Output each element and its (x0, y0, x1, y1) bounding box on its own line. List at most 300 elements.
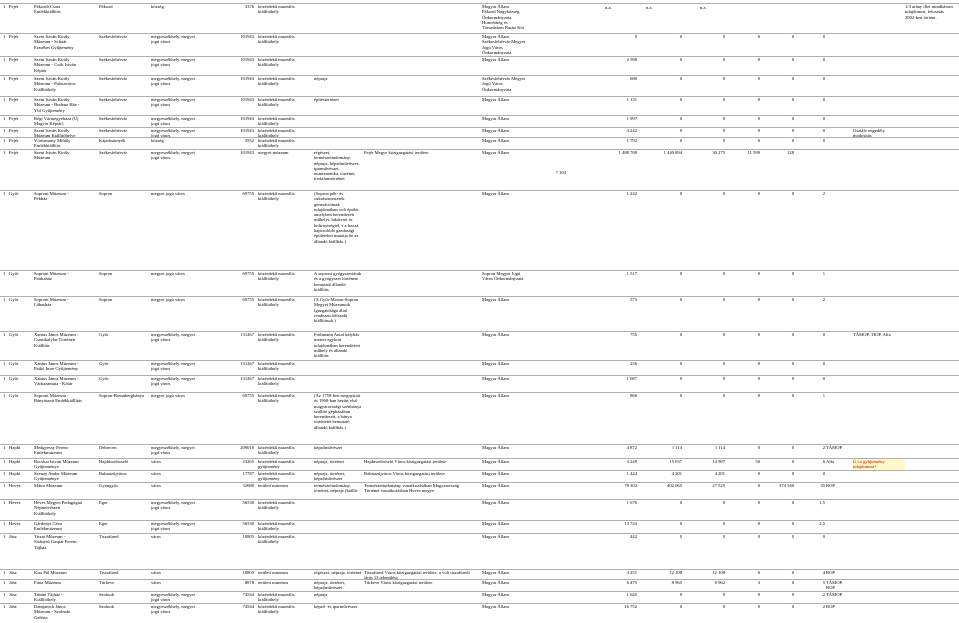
cell-own: Magyar Állam (482, 361, 509, 366)
cell-num-2: 0 (679, 521, 682, 526)
cell-num-1: 1 424 (626, 471, 637, 476)
table-row (0, 33, 959, 55)
cell-num-5: 0 (791, 361, 794, 366)
cell-own: Sopron Megyei Jogú Város Önkormányzata (482, 271, 524, 282)
cell-no: 1 (3, 76, 6, 81)
cell-type: megyeszékhely, megyei jogú város (151, 445, 195, 456)
cell-no: 1 (3, 57, 6, 62)
cell-city: Gyöngyös (99, 483, 118, 488)
cell-cat: közérdekű muzeális kiállítóhely (258, 138, 295, 149)
cell-no: 1 (3, 191, 6, 196)
cell-no: 1 (3, 393, 6, 398)
na-label-3: n.a. (700, 5, 707, 10)
na-label-1: n.a. (605, 5, 612, 10)
cell-cat: közérdekű muzeális kiállítóhely (258, 97, 295, 108)
cell-no: 1 (3, 97, 6, 102)
cell-num-6: 6 (822, 459, 825, 464)
cell-num-2: 12 108 (669, 570, 682, 575)
cell-coll: néprajz, történet, képzőművészet (314, 471, 345, 482)
table-row (0, 470, 959, 482)
cell-no: 1 (3, 534, 6, 539)
cell-cat: megyei múzeum (258, 150, 289, 155)
cell-reg: Fejér (9, 97, 19, 102)
cell-num-5: 0 (791, 592, 794, 597)
cell-name: Soproni Múzeum - Lábasház (34, 297, 69, 308)
cell-name: Szent István Király Múzeum Kiállítóhelye (34, 128, 76, 139)
cell-num-1: 1 131 (626, 97, 637, 102)
cell-own: Magyar Állam Székesfehérvár Megyei Jogú Város Önkormányzata (482, 34, 526, 55)
cell-coll: régészet, néprajz, történet (314, 570, 362, 575)
cell-num-4: 0 (757, 332, 760, 337)
cell-num-2: 0 (679, 297, 682, 302)
cell-name: Soproni Múzeum - Bányászati Emlékkiállítás (34, 393, 82, 404)
cell-city: Székesfehérvár (99, 34, 128, 39)
cell-num-5: 0 (791, 604, 794, 609)
cell-no: 1 (3, 483, 6, 488)
cell-num-3: 0 (722, 592, 725, 597)
cell-type: város (151, 483, 161, 488)
table-row (0, 520, 959, 532)
table-row (0, 591, 959, 603)
table-row (0, 579, 959, 591)
cell-num-7: TÁMOP (826, 445, 843, 450)
cell-reg: Jász (9, 570, 17, 575)
cell-num-4: 0 (757, 521, 760, 526)
cell-coll: képző- és iparművészet (314, 604, 358, 609)
cell-num-6: 0 (822, 57, 825, 62)
cell-name: Soproni Múzeum - Pékház (34, 191, 69, 202)
cell-note: 1/3 arány illet mindhárom tulajdonost, felosztás 2002-ben történt. (905, 4, 953, 20)
cell-reg: Jász (9, 604, 17, 609)
table-row (0, 444, 959, 456)
cell-code: 209010 (240, 445, 254, 450)
cell-name: Medgyessy Ferenc Emlékmúzeum (34, 445, 69, 456)
cell-num-1: 78 302 (624, 483, 637, 488)
cell-num-5: 0 (791, 500, 794, 505)
cell-num-3: 0 (722, 361, 725, 366)
cell-num-6: 2,5 (819, 521, 825, 526)
cell-num-5: 0 (791, 128, 794, 133)
cell-reg: Jász (9, 592, 17, 597)
cell-code: 101943 (240, 57, 254, 62)
cell-num-7: ROP (826, 604, 835, 609)
cell-reg: Győr (9, 361, 19, 366)
table-row (0, 75, 959, 92)
cell-num-1: 1 645 (626, 592, 637, 597)
cell-code: 101943 (240, 128, 254, 133)
cell-reg: Heves (9, 483, 21, 488)
cell-cat: közérdekű muzeális kiállítóhely (258, 592, 295, 603)
cell-type: megyeszékhely, megyei jogú város (151, 97, 195, 108)
cell-name: Gárdonyi Géza Emlékmúzeum (34, 521, 62, 532)
cell-code: 131267 (240, 376, 254, 381)
cell-name: Heves Megyei Pedagógiai Népművészeti Kiállítóhely (34, 500, 83, 516)
cell-own: Magyar Állam (482, 521, 509, 526)
cell-num-4: 11 599 (747, 150, 760, 155)
cell-num-2: 4 201 (671, 471, 682, 476)
cell-reg: Hajdú (9, 471, 21, 476)
cell-city: Sopron (99, 271, 113, 276)
cell-coll: (A Győr-Moson-Sopron Megyei Múzeumok Igazgatósága által rendezett időszaki kiállítások.) (314, 297, 359, 324)
cell-code: 17787 (242, 471, 254, 476)
cell-num-1: 2 588 (626, 57, 637, 62)
table-row (0, 96, 959, 113)
cell-num-2: 0 (679, 604, 682, 609)
cell-own: Magyar Állam (482, 534, 509, 539)
cell-name: Tabáni Tájház - Kiállítóhely (34, 592, 63, 603)
cell-reg: Hajdú (9, 445, 21, 450)
cell-code: 69755 (242, 271, 254, 276)
cell-city: Győr (99, 376, 109, 381)
cell-cat: közérdekű muzeális kiállítóhely (258, 57, 295, 68)
cell-reg: Fejér (9, 138, 19, 143)
cell-cat: közérdekű muzeális kiállítóhely (258, 361, 295, 372)
cell-num-1: 0 (634, 34, 637, 39)
cell-code: 32680 (242, 483, 254, 488)
cell-cat: közérdekű muzeális kiállítóhely (258, 445, 295, 456)
cell-num-6: 0 (822, 97, 825, 102)
cell-name: Damjanich János Múzeum - Szolnoki Galéria (34, 604, 71, 620)
cell-code: 69755 (242, 191, 254, 196)
cell-type: megyei jogú város (151, 297, 185, 302)
cell-num-5: 0 (791, 580, 794, 585)
cell-own: Magyar Állam (482, 116, 509, 121)
cell-num-3: 0 (722, 97, 725, 102)
cell-num-3: 0 (722, 191, 725, 196)
cell-city: Sopron (99, 191, 113, 196)
cell-num-4: 0 (757, 471, 760, 476)
cell-num-2: 0 (679, 128, 682, 133)
cell-no: 1 (3, 361, 6, 366)
cell-num-3: 0 (722, 376, 725, 381)
cell-num-6: 0 (822, 128, 825, 133)
cell-area: Fejér Megye közigazgatási területe (364, 150, 429, 155)
cell-num-3: 0 (722, 76, 725, 81)
cell-cat: közérdekű muzeális gyűjtemény (258, 459, 295, 470)
cell-name: Szent István Király Múzeum - Palotaváros Kiállítóhely (34, 76, 76, 92)
cell-num-6: 2 (822, 191, 825, 196)
cell-city: Székesfehérvár (99, 97, 128, 102)
cell-code: 131267 (240, 332, 254, 337)
cell-code: 101943 (240, 97, 254, 102)
cell-num-5: 0 (791, 534, 794, 539)
cell-num-3: 0 (722, 128, 725, 133)
cell-area: Tiszafüred Város közigazgatási területe, a volt tiszafüredi járás 13 településc (364, 570, 470, 581)
cell-num-6: 1 (822, 271, 825, 276)
cell-project: G.t.a gyűjtemény tulajdonosa? (853, 459, 905, 470)
cell-num-6: 0 (822, 116, 825, 121)
cell-cat: közérdekű muzeális kiállítóhely (258, 4, 295, 15)
cell-num-5: 0 (791, 116, 794, 121)
cell-num-3: 0 (722, 34, 725, 39)
cell-no: 1 (3, 471, 6, 476)
cell-reg: Fejér (9, 34, 19, 39)
cell-num-4: 0 (757, 57, 760, 62)
cell-num-5: 0 (791, 393, 794, 398)
cell-type: megyeszékhely, megyei jogú város (151, 57, 195, 68)
cell-num-3: 0 (722, 604, 725, 609)
cell-num-5: 0 (791, 459, 794, 464)
cell-coll: néprajz (314, 592, 328, 597)
cell-num-6: 0 (822, 138, 825, 143)
cell-coll: régészet, természettudomány, néprajz, képzőművészet, iparművészet, numizmatika, történet, irodalomtörténet (314, 150, 360, 182)
cell-cat: közérdekű muzeális kiállítóhely (258, 534, 295, 545)
cell-name: Régi Vármegyeháza (Új Magyar Képtár) (34, 116, 79, 127)
cell-num-3: 0 (722, 297, 725, 302)
table-row (0, 149, 959, 182)
cell-no: 1 (3, 34, 6, 39)
cell-code: 3376 (244, 4, 254, 9)
cell-num-3: 0 (722, 116, 725, 121)
cell-type: megyeszékhely, megyei jogú város (151, 521, 195, 532)
cell-area: Túrkeve Város közigazgatási területe (364, 580, 433, 585)
cell-name: Vörösmarty Mihály Emlékkiállítás (34, 138, 71, 149)
cell-city: Eger (99, 521, 108, 526)
cell-no: 1 (3, 332, 6, 337)
cell-num-5: 0 (791, 76, 794, 81)
cell-num-3: 0 (722, 271, 725, 276)
table-row (0, 533, 959, 550)
cell-own: Magyar Állam (482, 445, 509, 450)
cell-num-1: 1 087 (626, 376, 637, 381)
cell-num-5: 0 (791, 97, 794, 102)
cell-type: város (151, 471, 161, 476)
cell-coll: természettudomány, történet, néprajz (kiállír (314, 483, 358, 494)
cell-num-5: 0 (791, 34, 794, 39)
cell-city: Balmazújváros (99, 471, 127, 476)
cell-name: Kiss Pál Múzeum (34, 570, 67, 575)
cell-num-3: 30 275 (712, 150, 725, 155)
cell-area: Balmazújváros Város közigazgatási területe (364, 471, 445, 476)
cell-name: Finta Múzeum (34, 580, 61, 585)
cell-num-4: 0 (757, 76, 760, 81)
cell-no: 1 (3, 445, 6, 450)
cell-code: 56530 (242, 521, 254, 526)
cell-reg: Győr (9, 332, 19, 337)
cell-city: Székesfehérvár (99, 150, 128, 155)
cell-reg: Fejér (9, 57, 19, 62)
cell-own: Magyar Állam (482, 128, 509, 133)
cell-num-3: 0 (722, 57, 725, 62)
table-row (0, 331, 959, 359)
cell-own: Magyar Állam (482, 604, 509, 609)
table-row (0, 375, 959, 387)
cell-num-4: 0 (757, 297, 760, 302)
cell-num-1: 4 872 (626, 445, 637, 450)
cell-num-6: 2 (822, 445, 825, 450)
cell-area: Hajdúszoboszló Város közigazgatási területe (364, 459, 447, 464)
cell-cat: közérdekű muzeális kiállítóhely (258, 393, 295, 404)
cell-num-1: 573 (630, 297, 637, 302)
cell-num-4: 0 (757, 604, 760, 609)
cell-reg: Fejér (9, 150, 19, 155)
cell-num-1: 1 997 (626, 116, 637, 121)
cell-num-4: 0 (757, 592, 760, 597)
cell-cat: közérdekű muzeális kiállítóhely (258, 376, 295, 387)
cell-city: Sopron-Brennbergbánya (99, 393, 145, 398)
cell-num-4: 0 (757, 376, 760, 381)
cell-city: Hajdúszoboszló (99, 459, 129, 464)
cell-num-1: 1 676 (626, 500, 637, 505)
cell-num-7: Alfa (826, 459, 835, 464)
cell-coll: (Sopron pék- és cukrászmesterek generációinak tulajdonában volt épület, amelyben berendezett műhelyt, lakóteret és boltrnyiségtel, s a hozzá kapcsolódó gazdasági épületeket mutatja be az állandó kiállítás.) (314, 191, 360, 244)
cell-num-2: 0 (679, 34, 682, 39)
cell-type: város (151, 534, 161, 539)
cell-cat: közérdekű muzeális kiállítóhely (258, 500, 295, 511)
cell-reg: Fejér (9, 128, 19, 133)
cell-city: Szolnok (99, 592, 115, 597)
cell-num-1: 442 (630, 534, 637, 539)
cell-num-3: 1 114 (714, 445, 725, 450)
cell-num-2: 15 037 (669, 459, 682, 464)
cell-num-6: 0 (822, 471, 825, 476)
cell-code: 101943 (240, 150, 254, 155)
cell-num-2: 0 (679, 271, 682, 276)
cell-own: Magyar Állam (482, 97, 509, 102)
cell-type: megyeszékhely, megyei jogú város (151, 361, 195, 372)
table-row (0, 127, 959, 139)
cell-own: Magyar Állam (482, 500, 509, 505)
cell-num-1: 256 (630, 361, 637, 366)
cell-num-2: 0 (679, 138, 682, 143)
cell-reg: Győr (9, 271, 19, 276)
cell-type: megyeszékhely, megyei jogú város (151, 116, 195, 127)
cell-no: 1 (3, 271, 6, 276)
cell-num-1: 13 743 (624, 521, 637, 526)
cell-num-2: 0 (679, 332, 682, 337)
cell-no: 1 (3, 570, 6, 575)
cell-city: Székesfehérvár (99, 76, 128, 81)
cell-type: megyeszékhely, megyei jogú város (151, 150, 195, 161)
cell-own: Magyar Állam (482, 570, 509, 575)
cell-num-6: 0 (822, 76, 825, 81)
cell-city: Pákozd (99, 4, 113, 9)
cell-type: város (151, 459, 161, 464)
cell-num-5: 0 (791, 297, 794, 302)
cell-coll: Frühmann Antal kályhás mester egykori tulajdonában berendezett műhely és állandó kiállítás (314, 332, 361, 359)
cell-num-6: 0 (822, 332, 825, 337)
cell-type: megyei jogú város (151, 271, 185, 276)
cell-reg: Győr (9, 376, 19, 381)
cell-cat: területi múzeum (258, 483, 288, 488)
cell-num-5: 0 (791, 521, 794, 526)
table-row (0, 190, 959, 244)
cell-city: Eger (99, 500, 108, 505)
cell-no: 1 (3, 138, 6, 143)
cell-num-3: 12 108 (712, 570, 725, 575)
cell-num-1: 680 (630, 76, 637, 81)
cell-type: megyeszékhely, megyei jogú város (151, 332, 195, 343)
cell-own: Magyar Állam (482, 592, 509, 597)
cell-code: 10805 (242, 534, 254, 539)
cell-num-5: 0 (791, 57, 794, 62)
cell-num-4: 0 (757, 445, 760, 450)
cell-own: Magyar Állam (482, 332, 509, 337)
table-row (0, 137, 959, 149)
cell-type: megyei jogú város (151, 393, 185, 398)
cell-num-4: 0 (757, 483, 760, 488)
cell-num-2: 0 (679, 76, 682, 81)
cell-num-1: 3 249 (626, 459, 637, 464)
cell-num-3: 8 962 (714, 580, 725, 585)
cell-own: Magyar Állam Pákozd Nagyközség Önkormányzata Honvédség és Társadalom Baráti Kör (482, 4, 525, 31)
cell-reg: Győr (9, 297, 19, 302)
cell-num-2: 0 (679, 500, 682, 505)
cell-num-6: 1 (822, 393, 825, 398)
cell-num-3: 4 201 (714, 471, 725, 476)
cell-reg: Hajdú (9, 459, 21, 464)
cell-code: 131267 (240, 361, 254, 366)
table-row (0, 3, 959, 31)
cell-own: Székesfehérvár Megyei Jogú Város Önkormányzata (482, 76, 526, 92)
cell-num-4: 0 (757, 500, 760, 505)
cell-num-3: 0 (722, 138, 725, 143)
cell-num-2: 0 (679, 534, 682, 539)
cell-type: megyeszékhely, megyei jogú város (151, 376, 195, 387)
cell-num-6: 5 (822, 580, 825, 585)
table-row (0, 392, 959, 430)
cell-reg: Győr (9, 393, 19, 398)
cell-coll: néprajz, történet (314, 459, 344, 464)
cell-num-4: 0 (757, 116, 760, 121)
cell-num-6: 4 (822, 570, 825, 575)
cell-num-1: 755 (630, 332, 637, 337)
cell-num-4: 0 (757, 570, 760, 575)
table-row (0, 56, 959, 73)
cell-city: Debrecen (99, 445, 117, 450)
cell-name: Bocskai István Múzeum Gyűjteménye (34, 459, 79, 470)
cell-num-2: 402 065 (667, 483, 682, 488)
cell-num-3: 0 (722, 500, 725, 505)
cell-type: megyeszékhely, megyei jogú város (151, 76, 195, 87)
cell-num-4: 0 (757, 393, 760, 398)
cell-num-4: 0 (757, 34, 760, 39)
cell-name: Xantus János Múzeum - Csontkalyha-Történeti Kiállítás (34, 332, 79, 348)
cell-code: 74544 (242, 592, 254, 597)
cell-num-5: 0 (791, 191, 794, 196)
cell-num-7: TÁMOP, ROP (826, 580, 843, 591)
cell-type: megyei jogú város (151, 191, 185, 196)
cell-own: Magyar Állam (482, 191, 509, 196)
cell-name: Pákozdi Csata Emlékkiállítás (34, 4, 61, 15)
cell-num-3: 14 987 (712, 459, 725, 464)
cell-reg: Fejér (9, 116, 19, 121)
cell-num-3: 0 (722, 332, 725, 337)
cell-a: 7 104 (555, 170, 566, 175)
cell-cat: közérdekű muzeális gyűjtemény (258, 471, 295, 482)
cell-city: Győr (99, 361, 109, 366)
cell-num-7: ROP (826, 570, 835, 575)
cell-num-2: 8 965 (671, 580, 682, 585)
cell-name: Soproni Múzeum - Patikaház (34, 271, 69, 282)
cell-city: Tiszafüred (99, 534, 119, 539)
cell-num-4: 0 (757, 128, 760, 133)
cell-reg: Fejér (9, 76, 19, 81)
cell-project: TÁMOP, TIOP, Alfa (853, 332, 891, 337)
cell-num-3: 0 (722, 534, 725, 539)
cell-num-1: 3 242 (626, 128, 637, 133)
cell-num-7: TÁMOP (826, 592, 843, 597)
cell-num-5: 0 (791, 332, 794, 337)
cell-no: 1 (3, 580, 6, 585)
cell-num-4: 0 (757, 138, 760, 143)
cell-cat: közérdekű muzeális kiállítóhely (258, 604, 295, 615)
cell-name: Szent István Király Múzeum - Budenz Ház - Ybl Gyűjtemény (34, 97, 80, 113)
cell-num-1: 1 242 (626, 191, 637, 196)
cell-reg: Heves (9, 521, 21, 526)
cell-project: Osztálv engedély módosítás (853, 128, 885, 139)
cell-own: Magyar Állam (482, 483, 509, 488)
